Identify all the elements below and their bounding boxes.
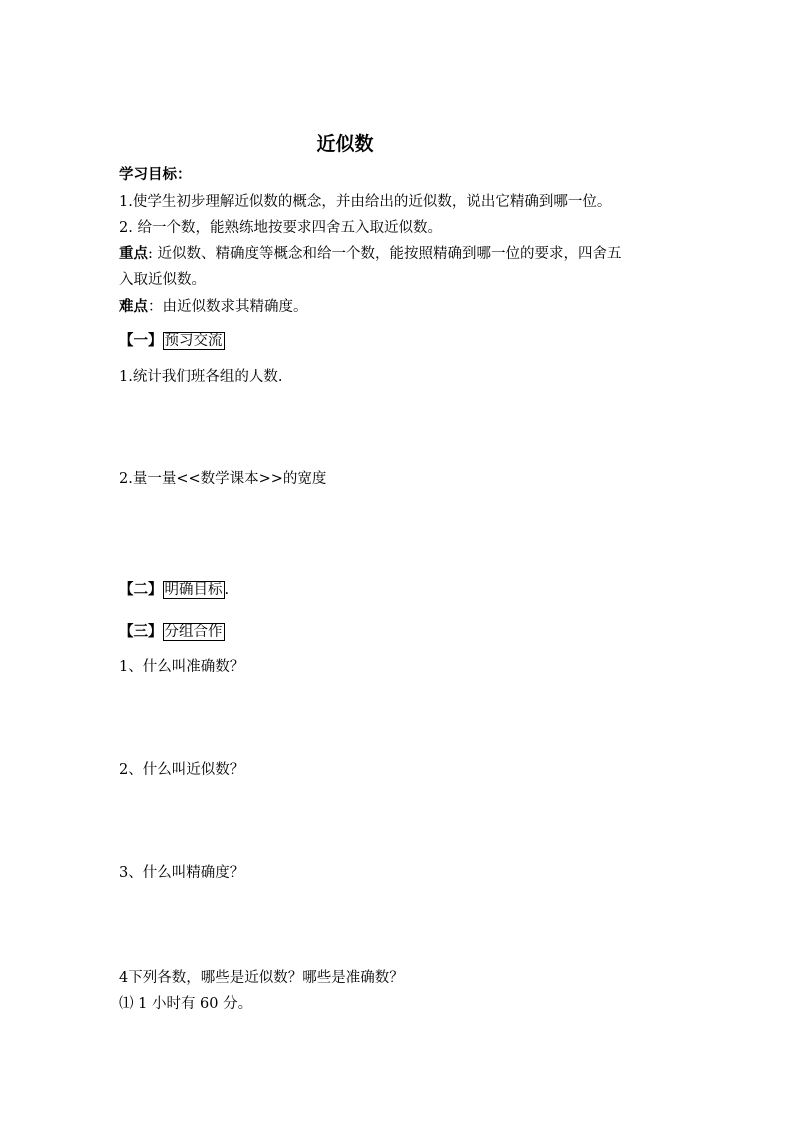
difficulty-text: ：由近似数求其精确度。	[148, 299, 308, 315]
section-3-label: 【三】	[119, 623, 163, 640]
difficulty-line	[119, 297, 308, 317]
section-2-trail: .	[224, 582, 230, 598]
section-1-heading	[119, 331, 225, 351]
objectives-heading: 学习目标：	[119, 166, 192, 183]
section-3-question-2: 2、什么叫近似数？	[119, 762, 245, 778]
difficulty-label: 难点	[119, 298, 148, 315]
key-points-text: : 近似数、精确度等概念和给一个数，能按照精确到哪一位的要求，四舍五	[148, 246, 622, 262]
section-1-question-2: 2.量一量<<数学课本>>的宽度	[119, 471, 327, 487]
objective-item-1: 1.使学生初步理解近似数的概念，并由给出的近似数，说出它精确到哪一位。	[119, 194, 612, 210]
section-2-label: 【二】	[119, 581, 163, 598]
section-3-heading	[119, 622, 225, 642]
section-3-boxed-title: 分组合作	[164, 624, 223, 640]
section-1-question-1: 1.统计我们班各组的人数.	[119, 369, 283, 385]
section-3-question-4: 4下列各数，哪些是近似数？哪些是准确数？	[119, 970, 404, 986]
section-2-boxed-title: 明确目标	[164, 582, 223, 598]
section-3-question-3: 3、什么叫精确度？	[119, 865, 245, 881]
section-1-boxed-title: 预习交流	[164, 333, 223, 349]
section-2-heading	[119, 580, 229, 600]
section-3-question-4-item-1: ⑴ 1 小时有 60 分。	[119, 996, 253, 1012]
section-1-label: 【一】	[119, 332, 163, 349]
key-points-label: 重点	[119, 245, 148, 262]
key-points-line-1	[119, 244, 622, 264]
section-3-question-1: 1、什么叫准确数？	[119, 659, 245, 675]
page-title: 近似数	[316, 133, 374, 155]
key-points-line-2: 入取近似数。	[119, 272, 206, 288]
objective-item-2: 2. 给一个数，能熟练地按要求四舍五入取近似数。	[119, 220, 442, 236]
